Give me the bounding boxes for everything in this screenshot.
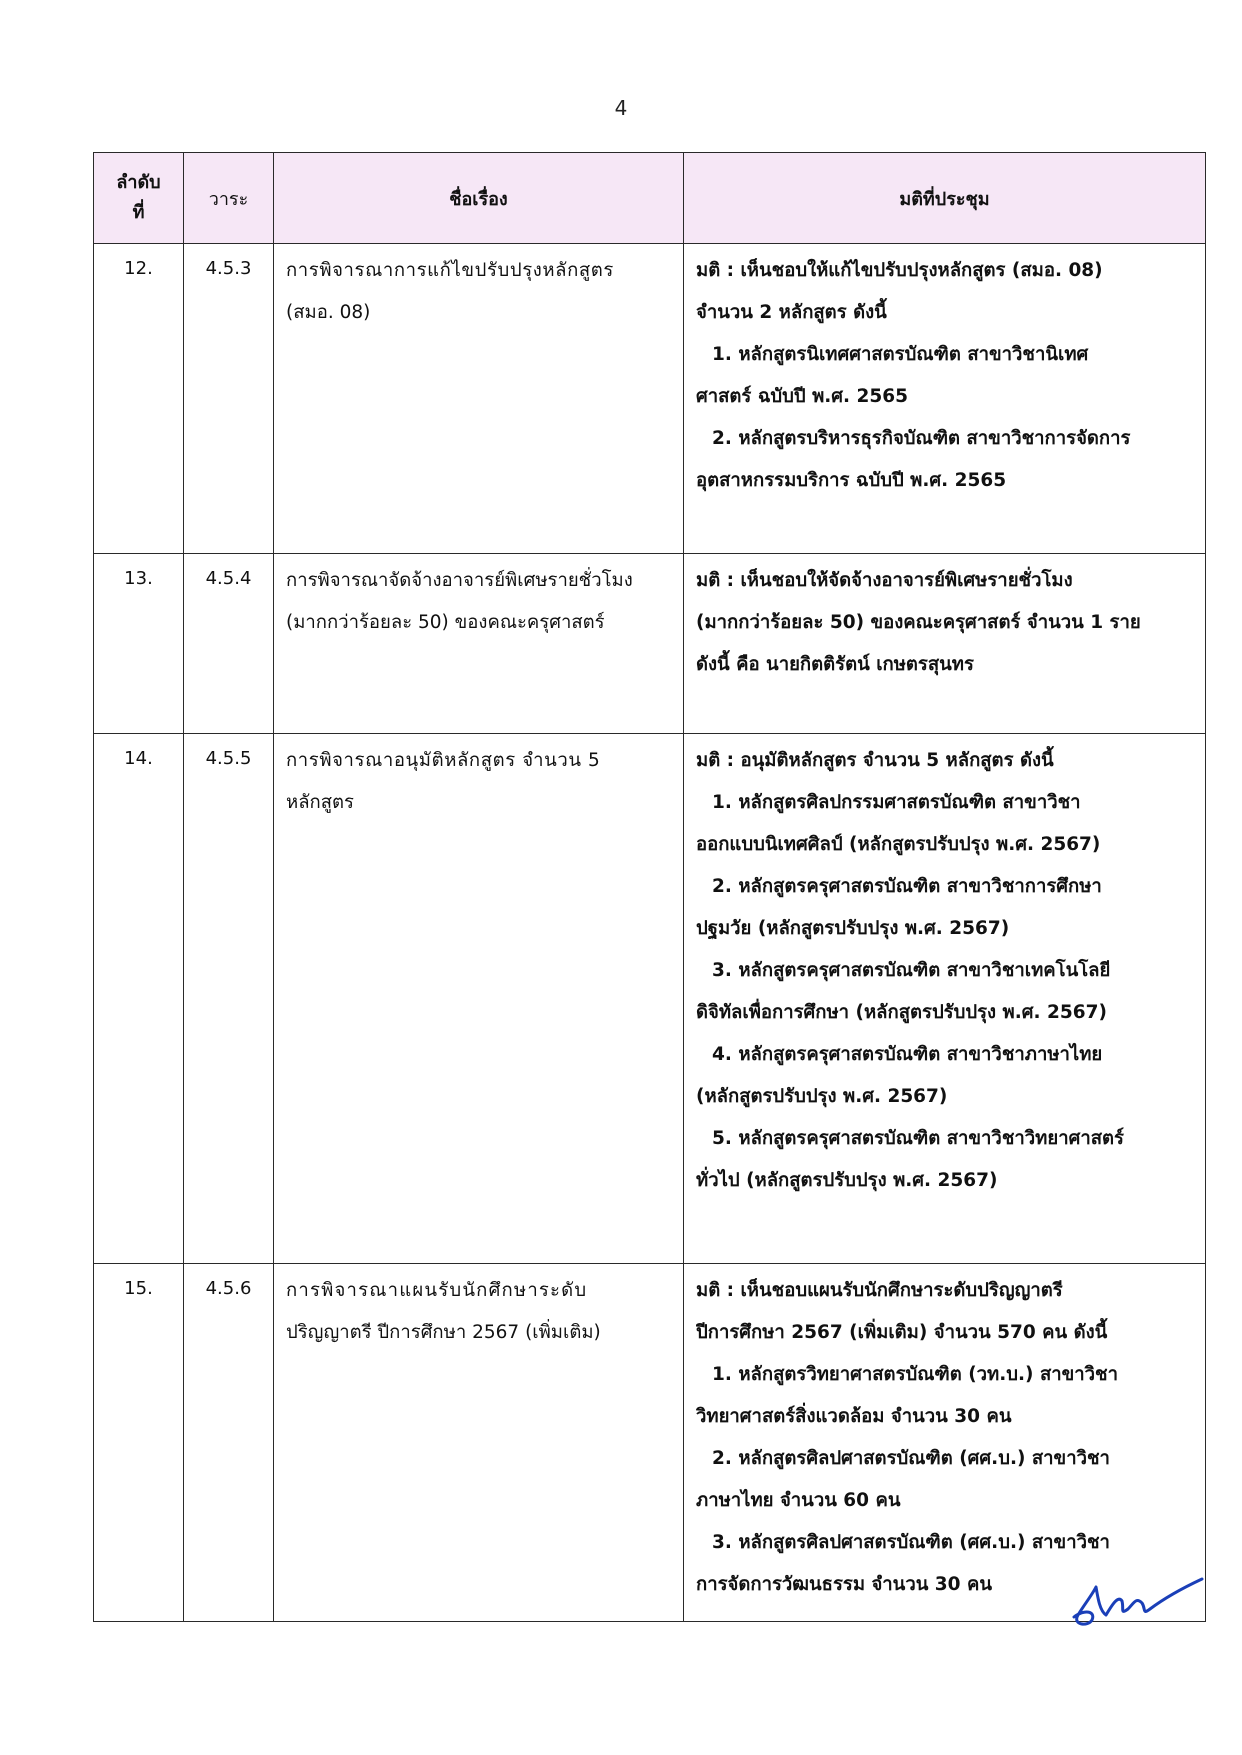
topic-line: หลักสูตร (286, 792, 354, 813)
row-number: 12. (94, 244, 184, 554)
resolution-line: ออกแบบนิเทศศิลป์ (หลักสูตรปรับปรุง พ.ศ. 2567) (696, 834, 1101, 855)
row-number: 14. (94, 734, 184, 1264)
resolution-line: 2. หลักสูตรครุศาสตรบัณฑิต สาขาวิชาการศึกษา (712, 876, 1102, 897)
resolution-line: (มากกว่าร้อยละ 50) ของคณะครุศาสตร์ จำนวน 1 ราย (696, 612, 1141, 633)
resolution-line: 1. หลักสูตรนิเทศศาสตรบัณฑิต สาขาวิชานิเทศ (712, 344, 1089, 365)
resolution-line: 4. หลักสูตรครุศาสตรบัณฑิต สาขาวิชาภาษาไทย (712, 1044, 1103, 1065)
resolution-line: อุตสาหกรรมบริการ ฉบับปี พ.ศ. 2565 (696, 470, 1007, 491)
resolution-line: 3. หลักสูตรศิลปศาสตรบัณฑิต (ศศ.บ.) สาขาวิชา (712, 1532, 1110, 1553)
resolution-line: ดังนี้ คือ นายกิตติรัตน์ เกษตรสุนทร (696, 654, 974, 675)
topic-line: การพิจารณาแผนรับนักศึกษาระดับ (286, 1280, 588, 1301)
table-header-row (94, 153, 1206, 244)
resolution-line: มติ : เห็นชอบแผนรับนักศึกษาระดับปริญญาตรี (696, 1280, 1063, 1301)
resolution-cell (684, 734, 1206, 1264)
resolution-line: ทั่วไป (หลักสูตรปรับปรุง พ.ศ. 2567) (696, 1170, 998, 1191)
resolution-line: มติ : อนุมัติหลักสูตร จำนวน 5 หลักสูตร ดังนี้ (696, 750, 1054, 771)
resolution-line: 2. หลักสูตรบริหารธุรกิจบัณฑิต สาขาวิชาการจัดการ (712, 428, 1131, 449)
resolution-cell (684, 554, 1206, 734)
header-topic: ชื่อเรื่อง (274, 153, 684, 244)
agenda-number: 4.5.4 (184, 554, 274, 734)
table-row (94, 1264, 1206, 1622)
resolution-line: มติ : เห็นชอบให้จัดจ้างอาจารย์พิเศษรายชั่วโมง (696, 570, 1073, 591)
resolution-line: ดิจิทัลเพื่อการศึกษา (หลักสูตรปรับปรุง พ.ศ. 2567) (696, 1002, 1107, 1023)
resolution-line: 5. หลักสูตรครุศาสตรบัณฑิต สาขาวิชาวิทยาศาสตร์ (712, 1128, 1124, 1149)
resolution-line: 1. หลักสูตรศิลปกรรมศาสตรบัณฑิต สาขาวิชา (712, 792, 1081, 813)
topic-line: การพิจารณาการแก้ไขปรับปรุงหลักสูตร (286, 260, 614, 281)
resolution-line: การจัดการวัฒนธรรม จำนวน 30 คน (696, 1574, 993, 1595)
topic-line: (มากกว่าร้อยละ 50) ของคณะครุศาสตร์ (286, 612, 605, 633)
header-agenda: วาระ (184, 153, 274, 244)
resolution-line: ปีการศึกษา 2567 (เพิ่มเติม) จำนวน 570 คน ดังนี้ (696, 1322, 1108, 1343)
resolution-line: ภาษาไทย จำนวน 60 คน (696, 1490, 901, 1511)
resolution-line: วิทยาศาสตร์สิ่งแวดล้อม จำนวน 30 คน (696, 1406, 1012, 1427)
resolution-line: ปฐมวัย (หลักสูตรปรับปรุง พ.ศ. 2567) (696, 918, 1010, 939)
signature-stroke (1074, 1579, 1202, 1624)
agenda-number: 4.5.6 (184, 1264, 274, 1622)
resolution-line: ศาสตร์ ฉบับปี พ.ศ. 2565 (696, 386, 909, 407)
meeting-minutes-table (93, 152, 1206, 1622)
header-resolution: มติที่ประชุม (684, 153, 1206, 244)
topic-line: ปริญญาตรี ปีการศึกษา 2567 (เพิ่มเติม) (286, 1322, 601, 1343)
topic-cell (274, 734, 684, 1264)
row-number: 15. (94, 1264, 184, 1622)
handwritten-signature (1062, 1565, 1212, 1635)
resolution-line: 3. หลักสูตรครุศาสตรบัณฑิต สาขาวิชาเทคโนโลยี (712, 960, 1111, 981)
row-number: 13. (94, 554, 184, 734)
resolution-line: 1. หลักสูตรวิทยาศาสตรบัณฑิต (วท.บ.) สาขาวิชา (712, 1364, 1118, 1385)
table-row (94, 734, 1206, 1264)
topic-cell (274, 554, 684, 734)
resolution-cell (684, 244, 1206, 554)
table-row (94, 554, 1206, 734)
topic-cell (274, 244, 684, 554)
resolution-line: (หลักสูตรปรับปรุง พ.ศ. 2567) (696, 1086, 948, 1107)
topic-line: การพิจารณาจัดจ้างอาจารย์พิเศษรายชั่วโมง (286, 570, 633, 591)
resolution-line: มติ : เห็นชอบให้แก้ไขปรับปรุงหลักสูตร (สมอ. 08) (696, 260, 1103, 281)
agenda-number: 4.5.5 (184, 734, 274, 1264)
resolution-line: 2. หลักสูตรศิลปศาสตรบัณฑิต (ศศ.บ.) สาขาวิชา (712, 1448, 1110, 1469)
table-row (94, 244, 1206, 554)
resolution-line: จำนวน 2 หลักสูตร ดังนี้ (696, 302, 887, 323)
header-no: ลำดับ ที่ (94, 153, 184, 244)
page-number: 4 (614, 96, 628, 120)
topic-cell (274, 1264, 684, 1622)
topic-line: การพิจารณาอนุมัติหลักสูตร จำนวน 5 (286, 750, 601, 771)
agenda-number: 4.5.3 (184, 244, 274, 554)
topic-line: (สมอ. 08) (286, 302, 371, 323)
